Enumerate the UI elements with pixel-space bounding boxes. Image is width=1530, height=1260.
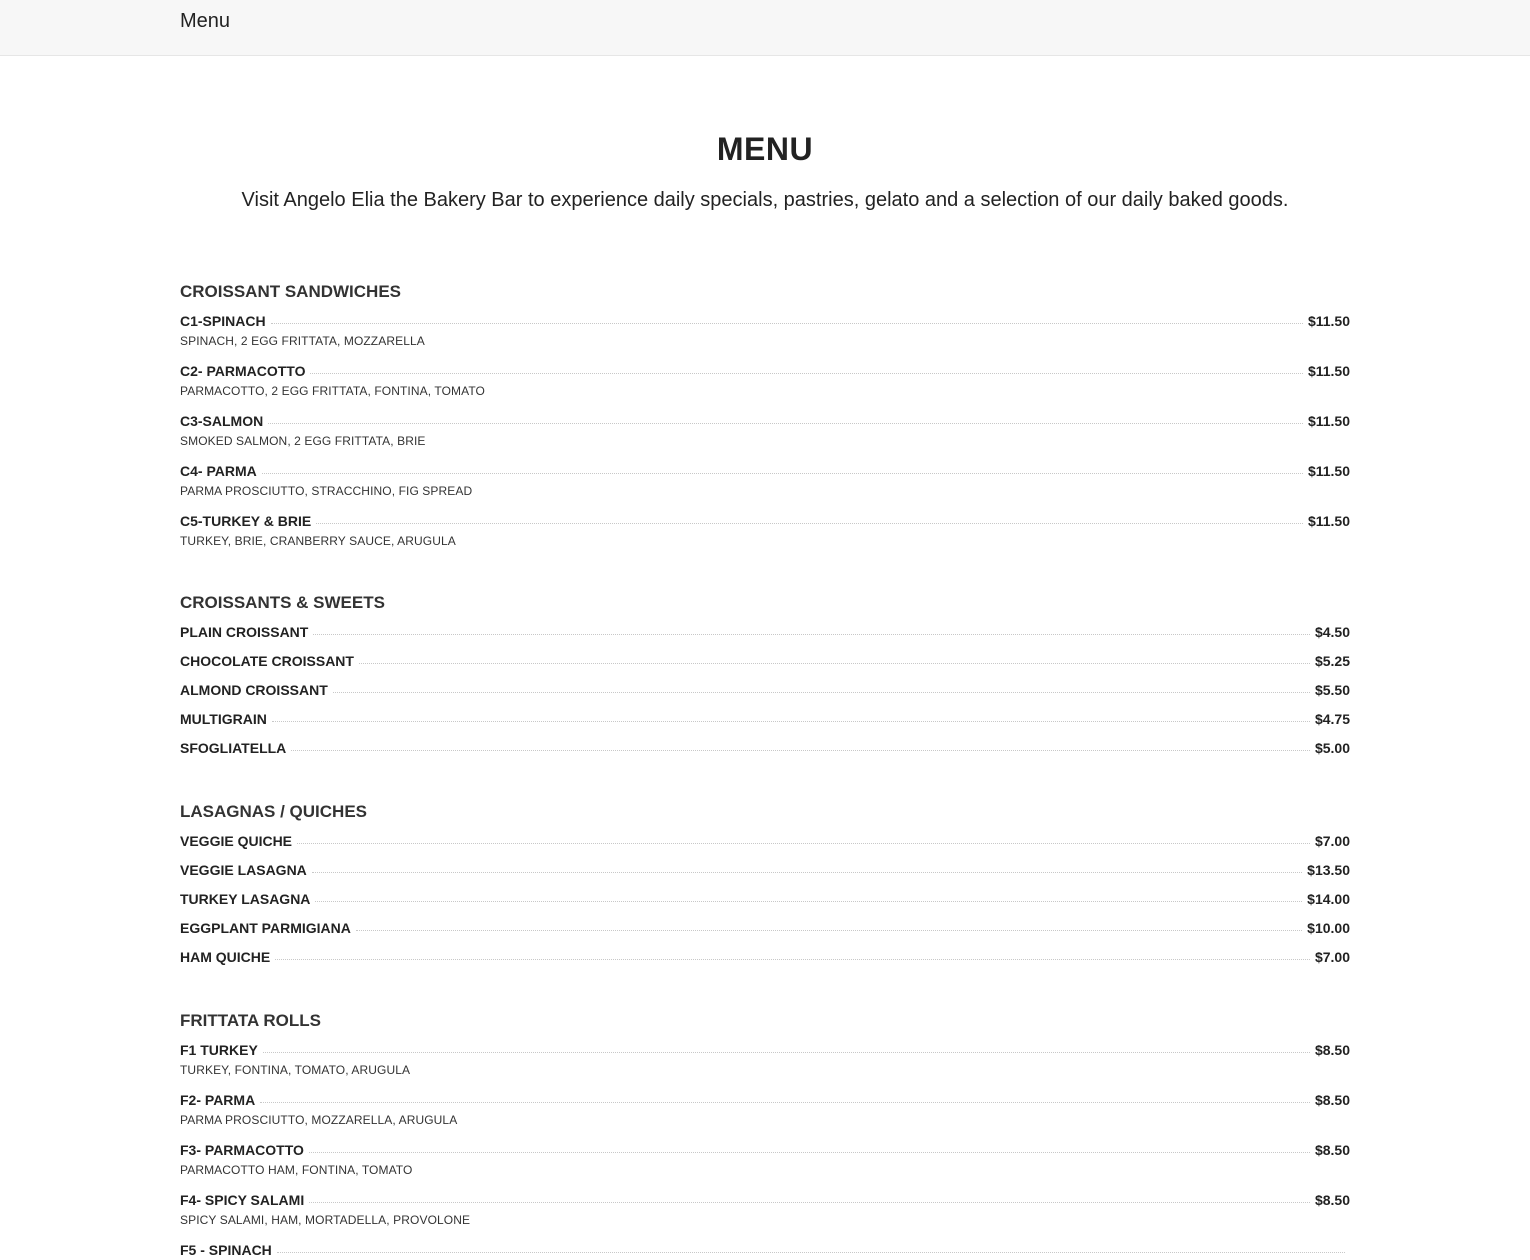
menu-item-name: EGGPLANT PARMIGIANA	[180, 920, 351, 936]
menu-item-price: $10.00	[1307, 920, 1350, 936]
menu-item-row	[180, 710, 1350, 729]
menu-item-price: $5.50	[1314, 682, 1350, 698]
dotted-leader	[309, 1202, 1310, 1203]
dotted-leader	[316, 523, 1303, 524]
menu-item-description: TURKEY, BRIE, CRANBERRY SAUCE, ARUGULA	[180, 534, 456, 548]
menu-section	[180, 593, 1350, 758]
menu-item-row	[180, 861, 1350, 880]
menu-item-name: C4- PARMA	[180, 463, 257, 479]
dotted-leader	[260, 1102, 1310, 1103]
menu-item-price: $14.00	[1307, 891, 1350, 907]
menu-item	[180, 861, 1350, 880]
menu-item-price: $7.00	[1314, 833, 1350, 849]
menu-item-price: $5.25	[1314, 653, 1350, 669]
menu-item-row	[180, 832, 1350, 851]
menu-section	[180, 1011, 1350, 1260]
menu-item-row	[180, 462, 1350, 481]
menu-item-row	[180, 652, 1350, 671]
menu-item	[180, 412, 1350, 449]
menu-item-description: PARMACOTTO HAM, FONTINA, TOMATO	[180, 1163, 413, 1177]
menu-item	[180, 652, 1350, 671]
dotted-leader	[309, 1152, 1310, 1153]
menu-item-price: $4.75	[1314, 711, 1350, 727]
menu-item	[180, 1091, 1350, 1128]
dotted-leader	[271, 323, 1303, 324]
page-title: MENU	[716, 131, 814, 167]
menu-item-name: CHOCOLATE CROISSANT	[180, 653, 354, 669]
menu-item-row	[180, 681, 1350, 700]
menu-item	[180, 462, 1350, 499]
menu-sections	[180, 282, 1350, 1260]
dotted-leader	[262, 473, 1303, 474]
menu-item-row	[180, 739, 1350, 758]
menu-item-name: VEGGIE LASAGNA	[180, 862, 307, 878]
dotted-leader	[297, 843, 1310, 844]
dotted-leader	[277, 1252, 1345, 1253]
menu-item	[180, 1141, 1350, 1178]
menu-item-name: SFOGLIATELLA	[180, 740, 287, 756]
menu-item-price: $8.50	[1314, 1042, 1350, 1058]
menu-item-price: $8.50	[1314, 1092, 1350, 1108]
menu-item-row	[180, 1041, 1350, 1060]
menu-item-row	[180, 1191, 1350, 1210]
section-title: FRITTATA ROLLS	[180, 1011, 322, 1030]
menu-item-price: $5.00	[1314, 740, 1350, 756]
menu-item-name: F5 - SPINACH	[180, 1242, 272, 1258]
menu-item-row	[180, 890, 1350, 909]
menu-item-name: F3- PARMACOTTO	[180, 1142, 304, 1158]
menu-item	[180, 362, 1350, 399]
dotted-leader	[291, 750, 1310, 751]
menu-item-row	[180, 512, 1350, 531]
menu-item	[180, 1241, 1350, 1260]
menu-item	[180, 710, 1350, 729]
dotted-leader	[359, 663, 1310, 664]
menu-item-row	[180, 412, 1350, 431]
dotted-leader	[272, 721, 1310, 722]
dotted-leader	[275, 959, 1310, 960]
menu-item-price: $4.50	[1314, 624, 1350, 640]
section-title: LASAGNAS / QUICHES	[180, 802, 368, 821]
menu-item-row	[180, 1091, 1350, 1110]
menu-item-price: $7.00	[1314, 949, 1350, 965]
menu-item-name: F4- SPICY SALAMI	[180, 1192, 305, 1208]
menu-item	[180, 623, 1350, 642]
menu-item	[180, 948, 1350, 967]
dotted-leader	[315, 901, 1302, 902]
menu-item-description: SMOKED SALMON, 2 EGG FRITTATA, BRIE	[180, 434, 426, 448]
menu-item-row	[180, 1141, 1350, 1160]
menu-item-price: $8.50	[1314, 1192, 1350, 1208]
dotted-leader	[313, 634, 1310, 635]
menu-item	[180, 1191, 1350, 1228]
menu-item-name: C3-SALMON	[180, 413, 264, 429]
menu-item-name: ALMOND CROISSANT	[180, 682, 328, 698]
menu-item	[180, 681, 1350, 700]
dotted-leader	[356, 930, 1302, 931]
menu-item-row	[180, 919, 1350, 938]
dotted-leader	[333, 692, 1310, 693]
nav-menu-link[interactable]: Menu	[180, 10, 231, 32]
menu-item-name: VEGGIE QUICHE	[180, 833, 293, 849]
hero	[180, 56, 1350, 213]
menu-item	[180, 739, 1350, 758]
menu-item-name: F1 TURKEY	[180, 1042, 258, 1058]
dotted-leader	[263, 1052, 1310, 1053]
menu-item	[180, 1041, 1350, 1078]
menu-item-name: C5-TURKEY & BRIE	[180, 513, 312, 529]
menu-item-description: PARMA PROSCIUTTO, MOZZARELLA, ARUGULA	[180, 1113, 458, 1127]
menu-item	[180, 919, 1350, 938]
top-navbar	[0, 0, 1530, 56]
dotted-leader	[312, 872, 1302, 873]
dotted-leader	[268, 423, 1303, 424]
dotted-leader	[310, 373, 1302, 374]
menu-item-price: $11.50	[1307, 463, 1350, 479]
menu-item-name: TURKEY LASAGNA	[180, 891, 311, 907]
menu-item-row	[180, 362, 1350, 381]
menu-item-price: $11.50	[1307, 313, 1350, 329]
menu-item-description: PARMACOTTO, 2 EGG FRITTATA, FONTINA, TOMATO	[180, 384, 485, 398]
menu-item-name: F2- PARMA	[180, 1092, 256, 1108]
menu-item	[180, 832, 1350, 851]
menu-item-name: C2- PARMACOTTO	[180, 363, 306, 379]
menu-item-name: HAM QUICHE	[180, 949, 271, 965]
menu-item-row	[180, 623, 1350, 642]
menu-item-description: TURKEY, FONTINA, TOMATO, ARUGULA	[180, 1063, 411, 1077]
menu-item-description: SPINACH, 2 EGG FRITTATA, MOZZARELLA	[180, 334, 425, 348]
menu-item-name: MULTIGRAIN	[180, 711, 267, 727]
page-subtitle: Visit Angelo Elia the Bakery Bar to experience daily specials, pastries, gelato and a selection of our daily baked goods.	[241, 189, 1289, 211]
menu-item-price: $11.50	[1307, 513, 1350, 529]
menu-item-name: PLAIN CROISSANT	[180, 624, 309, 640]
menu-item-price: $11.50	[1307, 363, 1350, 379]
menu-item-price: $11.50	[1307, 413, 1350, 429]
menu-item-row	[180, 312, 1350, 331]
menu-item	[180, 890, 1350, 909]
section-title: CROISSANTS & SWEETS	[180, 593, 385, 612]
menu-item-description: PARMA PROSCIUTTO, STRACCHINO, FIG SPREAD	[180, 484, 473, 498]
menu-section	[180, 282, 1350, 549]
main-content	[180, 56, 1350, 1260]
menu-item-price: $8.50	[1314, 1142, 1350, 1158]
menu-item-price: $13.50	[1307, 862, 1350, 878]
menu-item	[180, 512, 1350, 549]
menu-section	[180, 802, 1350, 967]
menu-item-row	[180, 1241, 1350, 1260]
section-title: CROISSANT SANDWICHES	[180, 282, 402, 301]
menu-item	[180, 312, 1350, 349]
menu-item-description: SPICY SALAMI, HAM, MORTADELLA, PROVOLONE	[180, 1213, 471, 1227]
menu-item-row	[180, 948, 1350, 967]
menu-item-name: C1-SPINACH	[180, 313, 266, 329]
